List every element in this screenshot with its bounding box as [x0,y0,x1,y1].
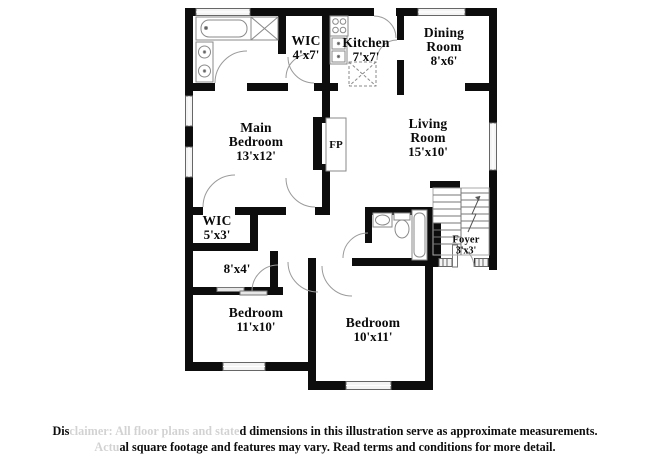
window-bedroom-right [346,382,391,390]
main-bedroom-closet-door-arc [203,175,235,207]
bathtub2-icon [412,210,427,260]
room-label-main-bedroom: Main Bedroom 13'x12' [228,120,284,164]
sidelight-right [475,258,488,267]
disclaimer-text [0,424,650,456]
fireplace-label: FP [329,139,343,151]
room-label-living-room: Living Room 15'x10' [408,116,448,160]
window-top-dining [418,9,465,16]
bathtub-icon [196,17,251,40]
stove-icon [330,16,348,36]
window-right-living [490,123,497,170]
disclaimer-line2: Actual square footage and features may vary. Read terms and conditions for more detail. [94,439,556,454]
room-label-bedroom-right: Bedroom 10'x11' [345,315,401,345]
window-top-bath [196,9,250,16]
bathroom-door-arc [215,51,247,83]
window-bedroom-left [223,363,265,371]
window-left-upper [186,96,193,126]
bathroom-sink-icon [373,213,392,227]
pantry-icon [349,62,376,86]
main-bedroom-entry-door-arc [286,178,315,207]
window-left-lower [186,147,193,177]
shower-icon [251,17,278,40]
room-label-kitchen: Kitchen 7'x7' [342,35,390,65]
vanity-sinks-icon [196,42,213,82]
sidelight-left [439,258,452,267]
room-label-bedroom-left: Bedroom 11'x10' [228,305,284,335]
room-label-wic-top: WIC 4'x7' [291,33,321,63]
room-label-dining-room: Dining Room 8'x6' [423,25,465,69]
bedroom-right-door-arc [322,266,352,296]
room-label-closet: 8'x4' [223,261,251,277]
toilet-icon [394,213,410,238]
room-label-foyer: Foyer 3'x3' [452,234,480,257]
disclaimer-line1: Disclaimer: All floor plans and stated dimensions in this illustration serve as approximate measurements. [52,424,598,438]
room-label-wic-mid: WIC 5'x3' [202,213,232,243]
bathroom2-door-arc [343,233,368,258]
